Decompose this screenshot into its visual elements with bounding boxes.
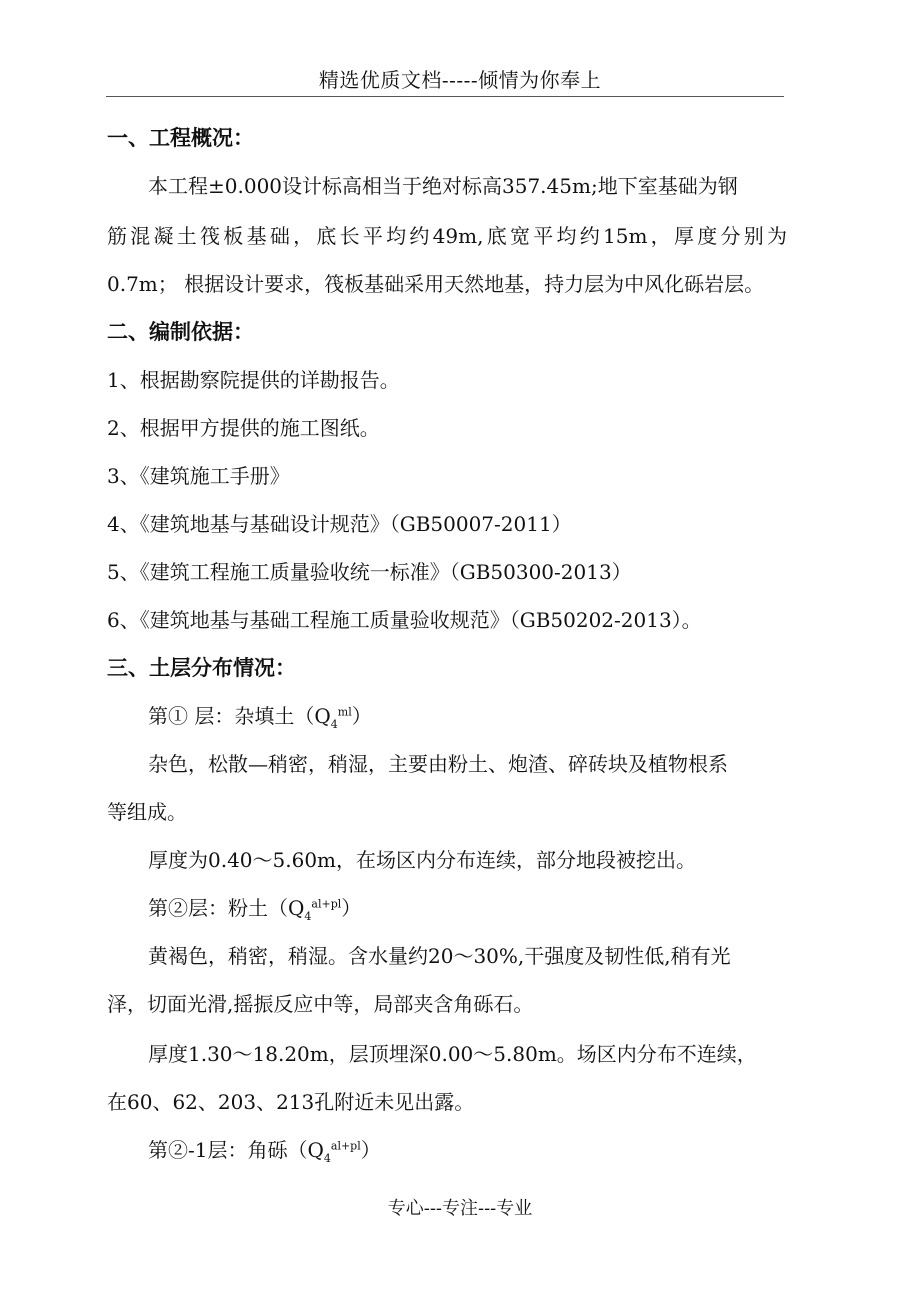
layer-1-title: 第① 层：杂填土$(Q_4^{ml})$ bbox=[148, 704, 372, 731]
basis-item-5: 5、《建筑工程施工质量验收统一标准》（GB50300-2013） bbox=[107, 560, 632, 584]
layer-2-desc-line-2: 泽，切面光滑,摇振反应中等，局部夹含角砾石。 bbox=[107, 992, 534, 1016]
header-divider bbox=[106, 96, 784, 97]
layer-2-1-title: 第②-1层：角砾$(Q_4^{al+pl})$ bbox=[148, 1138, 381, 1165]
layer-2-thickness-line-2: 在60、62、203、213孔附近未见出露。 bbox=[107, 1090, 475, 1114]
page-header: 精选优质文档-----倾情为你奉上 bbox=[318, 68, 602, 92]
basis-item-6: 6、《建筑地基与基础工程施工质量验收规范》（GB50202-2013）。 bbox=[107, 608, 702, 632]
page-footer: 专心---专注---专业 bbox=[387, 1198, 533, 1219]
section-heading-overview: 一、工程概况： bbox=[107, 126, 254, 150]
layer-1-desc-line-1: 杂色，松散—稍密，稍湿，主要由粉土、炮渣、碎砖块及植物根系 bbox=[148, 752, 728, 776]
layer-2-thickness-line-1: 厚度1.30～18.20m，层顶埋深0.00～5.80m。场区内分布不连续， bbox=[148, 1042, 757, 1066]
basis-item-2: 2、根据甲方提供的施工图纸。 bbox=[107, 416, 380, 440]
basis-item-1: 1、根据勘察院提供的详勘报告。 bbox=[107, 368, 400, 392]
basis-item-3: 3、《建筑施工手册》 bbox=[107, 464, 290, 488]
layer-1-desc-line-2: 等组成。 bbox=[107, 800, 187, 824]
overview-line-3: 0.7m； 根据设计要求，筏板基础采用天然地基，持力层为中风化砾岩层。 bbox=[107, 272, 765, 296]
section-heading-basis: 二、编制依据： bbox=[107, 320, 254, 344]
layer-2-title: 第②层：粉土$(Q_4^{al+pl})$ bbox=[148, 896, 362, 923]
section-heading-soil-layers: 三、土层分布情况： bbox=[107, 656, 296, 680]
layer-1-thickness: 厚度为0.40～5.60m，在场区内分布连续，部分地段被挖出。 bbox=[148, 848, 697, 872]
layer-2-desc-line-1: 黄褐色，稍密，稍湿。含水量约20～30%,干强度及韧性低,稍有光 bbox=[148, 944, 731, 968]
overview-line-2: 筋混凝土筏板基础，底长平均约49m,底宽平均约15m，厚度分别为 bbox=[107, 224, 787, 248]
overview-line-1: 本工程±0.000设计标高相当于绝对标高357.45m;地下室基础为钢 bbox=[148, 174, 738, 198]
basis-item-4: 4、《建筑地基与基础设计规范》（GB50007-2011） bbox=[107, 512, 572, 536]
